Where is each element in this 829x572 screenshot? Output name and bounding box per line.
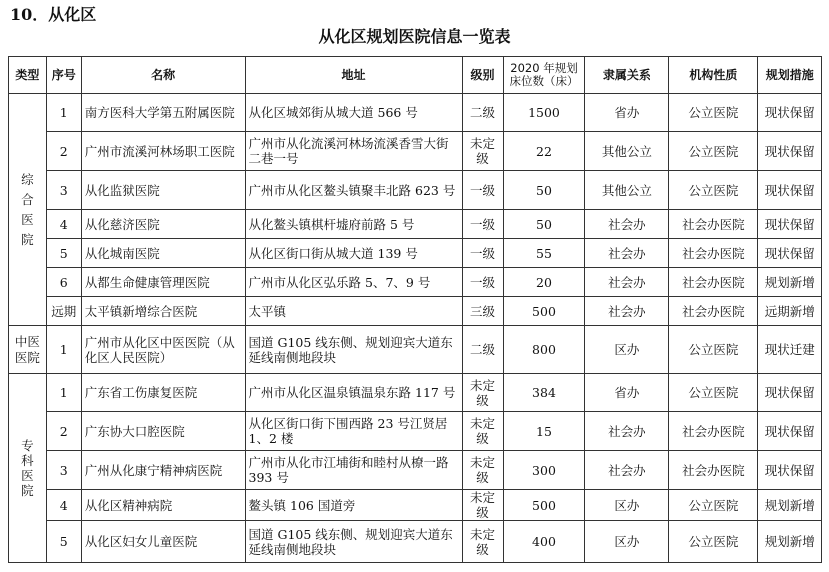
table-row (9, 521, 822, 563)
table-row (9, 171, 822, 210)
measure-cell: 现状保留 (758, 451, 822, 490)
seq-cell: 1 (46, 94, 81, 132)
nature-cell: 社会办医院 (669, 412, 758, 451)
name-cell: 广东协大口腔医院 (81, 412, 245, 451)
level-cell: 二级 (462, 94, 503, 132)
address-cell: 广州市从化区弘乐路 5、7、9 号 (245, 268, 462, 297)
table-row (9, 297, 822, 326)
measure-cell: 现状保留 (758, 132, 822, 171)
beds-cell: 300 (503, 451, 585, 490)
seq-cell: 5 (46, 239, 81, 268)
beds-cell: 55 (503, 239, 585, 268)
address-cell: 从化区城郊街从城大道 566 号 (245, 94, 462, 132)
address-cell: 国道 G105 线东侧、规划迎宾大道东延线南侧地段块 (245, 521, 462, 563)
beds-cell: 22 (503, 132, 585, 171)
name-cell: 从化城南医院 (81, 239, 245, 268)
level-cell: 一级 (462, 239, 503, 268)
nature-cell: 社会办医院 (669, 210, 758, 239)
beds-cell: 800 (503, 326, 585, 374)
section-title: 10．从化区 (10, 5, 97, 24)
name-cell: 从都生命健康管理医院 (81, 268, 245, 297)
measure-cell: 远期新增 (758, 297, 822, 326)
seq-cell: 3 (46, 171, 81, 210)
nature-cell: 公立医院 (669, 94, 758, 132)
header-seq: 序号 (46, 57, 81, 94)
beds-cell: 500 (503, 490, 585, 521)
seq-cell: 6 (46, 268, 81, 297)
header-name: 名称 (81, 57, 245, 94)
header-address: 地址 (245, 57, 462, 94)
beds-cell: 50 (503, 210, 585, 239)
header-affiliation: 隶属关系 (585, 57, 669, 94)
level-cell: 未定级 (462, 374, 503, 412)
address-cell: 广州市从化流溪河林场流溪香雪大街二巷一号 (245, 132, 462, 171)
nature-cell: 公立医院 (669, 171, 758, 210)
measure-cell: 现状保留 (758, 374, 822, 412)
nature-cell: 公立医院 (669, 521, 758, 563)
affiliation-cell: 社会办 (585, 268, 669, 297)
name-cell: 广州从化康宁精神病医院 (81, 451, 245, 490)
name-cell: 广东省工伤康复医院 (81, 374, 245, 412)
affiliation-cell: 其他公立 (585, 171, 669, 210)
nature-cell: 社会办医院 (669, 268, 758, 297)
type-cell (9, 94, 47, 326)
table-row (9, 412, 822, 451)
header-type: 类型 (9, 57, 47, 94)
name-cell: 从化区精神病院 (81, 490, 245, 521)
level-cell: 未定级 (462, 490, 503, 521)
name-cell: 南方医科大学第五附属医院 (81, 94, 245, 132)
beds-cell: 400 (503, 521, 585, 563)
level-cell: 未定级 (462, 412, 503, 451)
type-label: 专科医院 (21, 438, 34, 498)
affiliation-cell: 区办 (585, 326, 669, 374)
affiliation-cell: 社会办 (585, 297, 669, 326)
level-cell: 一级 (462, 210, 503, 239)
beds-cell: 384 (503, 374, 585, 412)
table-row (9, 326, 822, 374)
address-cell: 广州市从化市江埔街和睦村从橑一路 393 号 (245, 451, 462, 490)
beds-cell: 500 (503, 297, 585, 326)
seq-cell: 3 (46, 451, 81, 490)
level-cell: 未定级 (462, 521, 503, 563)
header-row (9, 57, 822, 94)
measure-cell: 现状保留 (758, 412, 822, 451)
table-title: 从化区规划医院信息一览表 (318, 27, 511, 46)
nature-cell: 社会办医院 (669, 451, 758, 490)
measure-cell: 规划新增 (758, 521, 822, 563)
address-cell: 从化区街口街下围西路 23 号江贤居 1、2 楼 (245, 412, 462, 451)
affiliation-cell: 区办 (585, 521, 669, 563)
seq-cell: 1 (46, 374, 81, 412)
measure-cell: 现状保留 (758, 210, 822, 239)
address-cell: 国道 G105 线东侧、规划迎宾大道东延线南侧地段块 (245, 326, 462, 374)
level-cell: 未定级 (462, 451, 503, 490)
table-row (9, 268, 822, 297)
table-row (9, 94, 822, 132)
type-cell (9, 374, 47, 563)
affiliation-cell: 省办 (585, 94, 669, 132)
seq-cell: 远期 (46, 297, 81, 326)
header-beds: 2020 年规划床位数（床） (503, 57, 585, 94)
nature-cell: 公立医院 (669, 326, 758, 374)
hospital-table (8, 56, 822, 563)
name-cell: 从化区妇女儿童医院 (81, 521, 245, 563)
header-level: 级别 (462, 57, 503, 94)
nature-cell: 社会办医院 (669, 239, 758, 268)
address-cell: 鳌头镇 106 国道旁 (245, 490, 462, 521)
name-cell: 广州市流溪河林场职工医院 (81, 132, 245, 171)
seq-cell: 1 (46, 326, 81, 374)
measure-cell: 规划新增 (758, 490, 822, 521)
beds-cell: 1500 (503, 94, 585, 132)
type-label: 综合医院 (21, 171, 34, 247)
table-row (9, 132, 822, 171)
level-cell: 一级 (462, 268, 503, 297)
table-row (9, 239, 822, 268)
nature-cell: 社会办医院 (669, 297, 758, 326)
name-cell: 从化监狱医院 (81, 171, 245, 210)
name-cell: 太平镇新增综合医院 (81, 297, 245, 326)
measure-cell: 现状保留 (758, 94, 822, 132)
address-cell: 广州市从化区鳌头镇聚丰北路 623 号 (245, 171, 462, 210)
affiliation-cell: 区办 (585, 490, 669, 521)
name-cell: 从化慈济医院 (81, 210, 245, 239)
level-cell: 未定级 (462, 132, 503, 171)
type-cell (9, 326, 47, 374)
table-row (9, 490, 822, 521)
level-cell: 一级 (462, 171, 503, 210)
measure-cell: 规划新增 (758, 268, 822, 297)
table-row (9, 451, 822, 490)
measure-cell: 现状保留 (758, 171, 822, 210)
level-cell: 三级 (462, 297, 503, 326)
table-row (9, 210, 822, 239)
address-cell: 从化区街口街从城大道 139 号 (245, 239, 462, 268)
affiliation-cell: 社会办 (585, 239, 669, 268)
level-cell: 二级 (462, 326, 503, 374)
affiliation-cell: 省办 (585, 374, 669, 412)
nature-cell: 公立医院 (669, 490, 758, 521)
nature-cell: 公立医院 (669, 132, 758, 171)
affiliation-cell: 社会办 (585, 451, 669, 490)
beds-cell: 15 (503, 412, 585, 451)
measure-cell: 现状迁建 (758, 326, 822, 374)
table-row (9, 374, 822, 412)
seq-cell: 2 (46, 412, 81, 451)
type-label: 中医医院 (14, 333, 40, 365)
seq-cell: 4 (46, 210, 81, 239)
address-cell: 从化鳌头镇棋杆墟府前路 5 号 (245, 210, 462, 239)
seq-cell: 4 (46, 490, 81, 521)
affiliation-cell: 其他公立 (585, 132, 669, 171)
header-nature: 机构性质 (669, 57, 758, 94)
seq-cell: 2 (46, 132, 81, 171)
address-cell: 太平镇 (245, 297, 462, 326)
table-body (9, 94, 822, 563)
address-cell: 广州市从化区温泉镇温泉东路 117 号 (245, 374, 462, 412)
affiliation-cell: 社会办 (585, 412, 669, 451)
beds-cell: 50 (503, 171, 585, 210)
beds-cell: 20 (503, 268, 585, 297)
header-measure: 规划措施 (758, 57, 822, 94)
nature-cell: 公立医院 (669, 374, 758, 412)
measure-cell: 现状保留 (758, 239, 822, 268)
seq-cell: 5 (46, 521, 81, 563)
affiliation-cell: 社会办 (585, 210, 669, 239)
name-cell: 广州市从化区中医医院（从化区人民医院） (81, 326, 245, 374)
